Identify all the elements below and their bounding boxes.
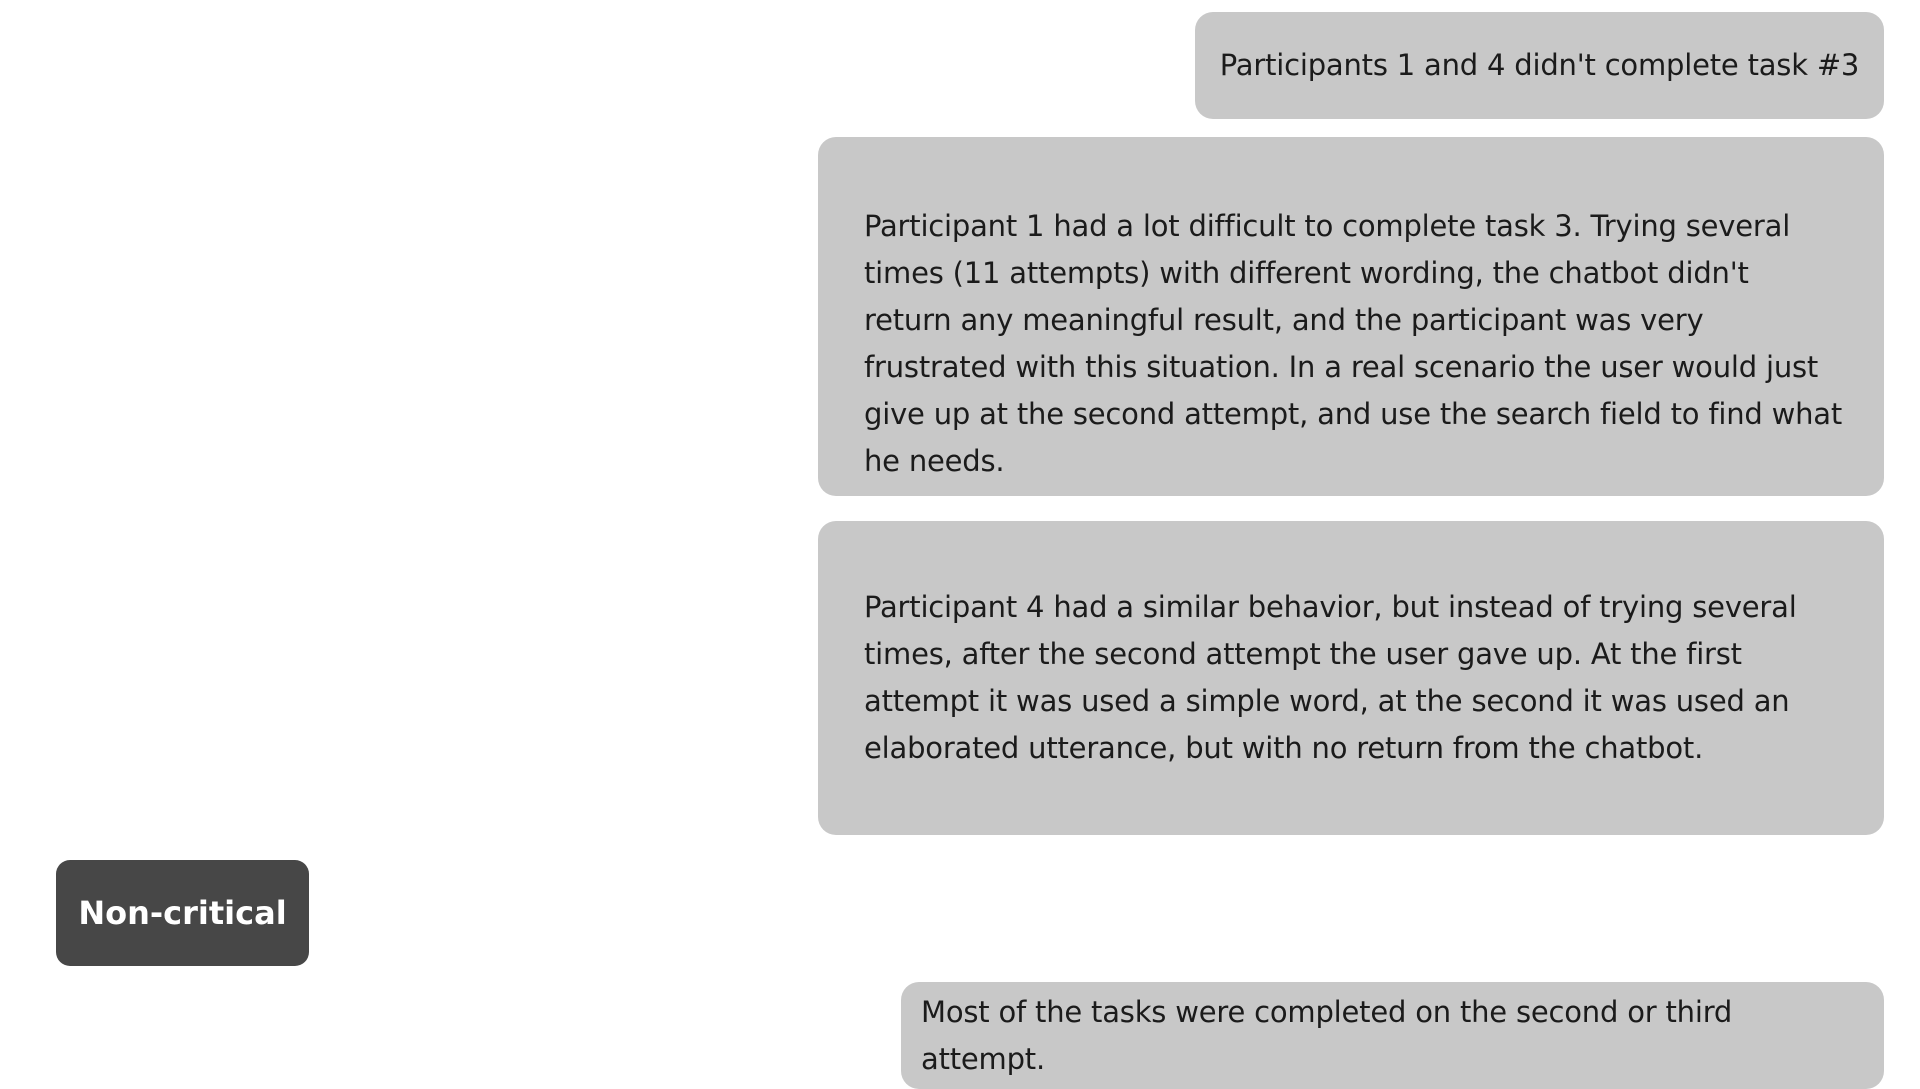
message-bubble-summary [1195, 12, 1884, 119]
severity-badge-label: Non-critical [78, 894, 287, 932]
severity-badge [56, 860, 309, 966]
message-bubble-non-critical [901, 982, 1884, 1089]
message-text: Most of the tasks were completed on the second or third attempt. [921, 994, 1733, 1076]
message-text: Participant 4 had a similar behavior, but instead of trying several times, after the second attempt the user gave up. At the first attempt it was used a simple word, at the second it was used an elaborated utterance, but with no return from the chatbot. [864, 590, 1797, 765]
message-bubble-participant-4 [818, 521, 1884, 835]
message-text: Participant 1 had a lot difficult to complete task 3. Trying several times (11 attempts) with different wording, the chatbot didn't return any meaningful result, and the participant was very frustrated with this situation. In a real scenario the user would just give up at the second attempt, and use the search field to find what he needs. [864, 209, 1843, 478]
message-bubble-participant-1 [818, 137, 1884, 496]
message-text: Participants 1 and 4 didn't complete task #3 [1219, 48, 1860, 82]
